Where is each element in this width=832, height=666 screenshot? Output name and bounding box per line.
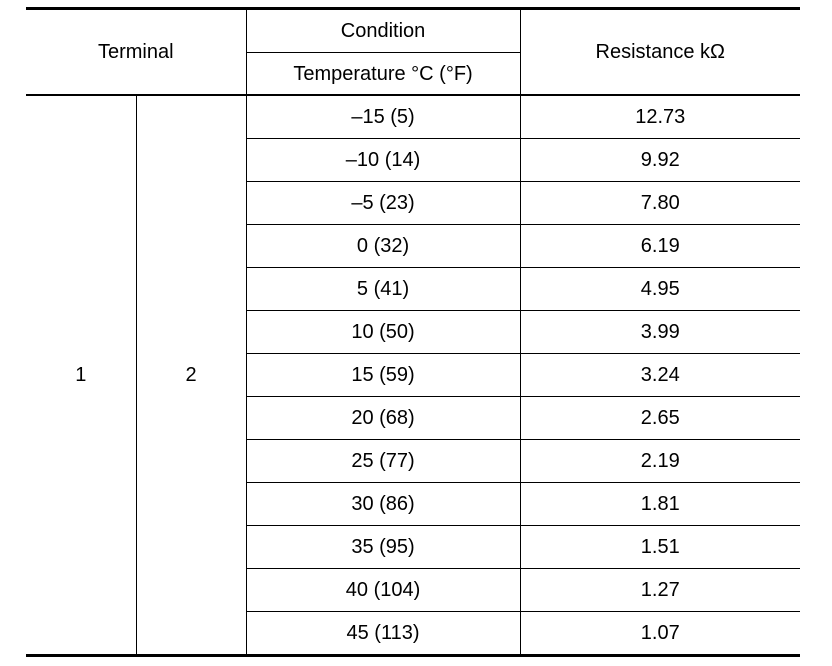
resistance-cell: 12.73	[520, 95, 800, 139]
resistance-spec-table	[26, 7, 800, 657]
resistance-cell: 2.19	[520, 440, 800, 483]
temperature-cell: 25 (77)	[246, 440, 520, 483]
terminal-1-cell: 1	[26, 95, 136, 656]
temperature-cell: 15 (59)	[246, 354, 520, 397]
temperature-cell: –15 (5)	[246, 95, 520, 139]
resistance-cell: 2.65	[520, 397, 800, 440]
temperature-cell: 30 (86)	[246, 483, 520, 526]
resistance-cell: 7.80	[520, 182, 800, 225]
resistance-cell: 6.19	[520, 225, 800, 268]
temperature-cell: 0 (32)	[246, 225, 520, 268]
resistance-cell: 1.51	[520, 526, 800, 569]
header-terminal: Terminal	[26, 9, 246, 96]
header-temperature: Temperature °C (°F)	[246, 53, 520, 96]
resistance-cell: 3.24	[520, 354, 800, 397]
terminal-2-cell: 2	[136, 95, 246, 656]
temperature-cell: 45 (113)	[246, 612, 520, 656]
temperature-cell: –10 (14)	[246, 139, 520, 182]
resistance-cell: 3.99	[520, 311, 800, 354]
temperature-cell: 5 (41)	[246, 268, 520, 311]
resistance-cell: 1.81	[520, 483, 800, 526]
temperature-cell: 40 (104)	[246, 569, 520, 612]
temperature-cell: 10 (50)	[246, 311, 520, 354]
temperature-cell: –5 (23)	[246, 182, 520, 225]
resistance-cell: 9.92	[520, 139, 800, 182]
resistance-cell: 1.27	[520, 569, 800, 612]
resistance-cell: 4.95	[520, 268, 800, 311]
header-condition: Condition	[246, 9, 520, 53]
temperature-cell: 35 (95)	[246, 526, 520, 569]
temperature-cell: 20 (68)	[246, 397, 520, 440]
header-resistance: Resistance kΩ	[520, 9, 800, 96]
resistance-cell: 1.07	[520, 612, 800, 656]
